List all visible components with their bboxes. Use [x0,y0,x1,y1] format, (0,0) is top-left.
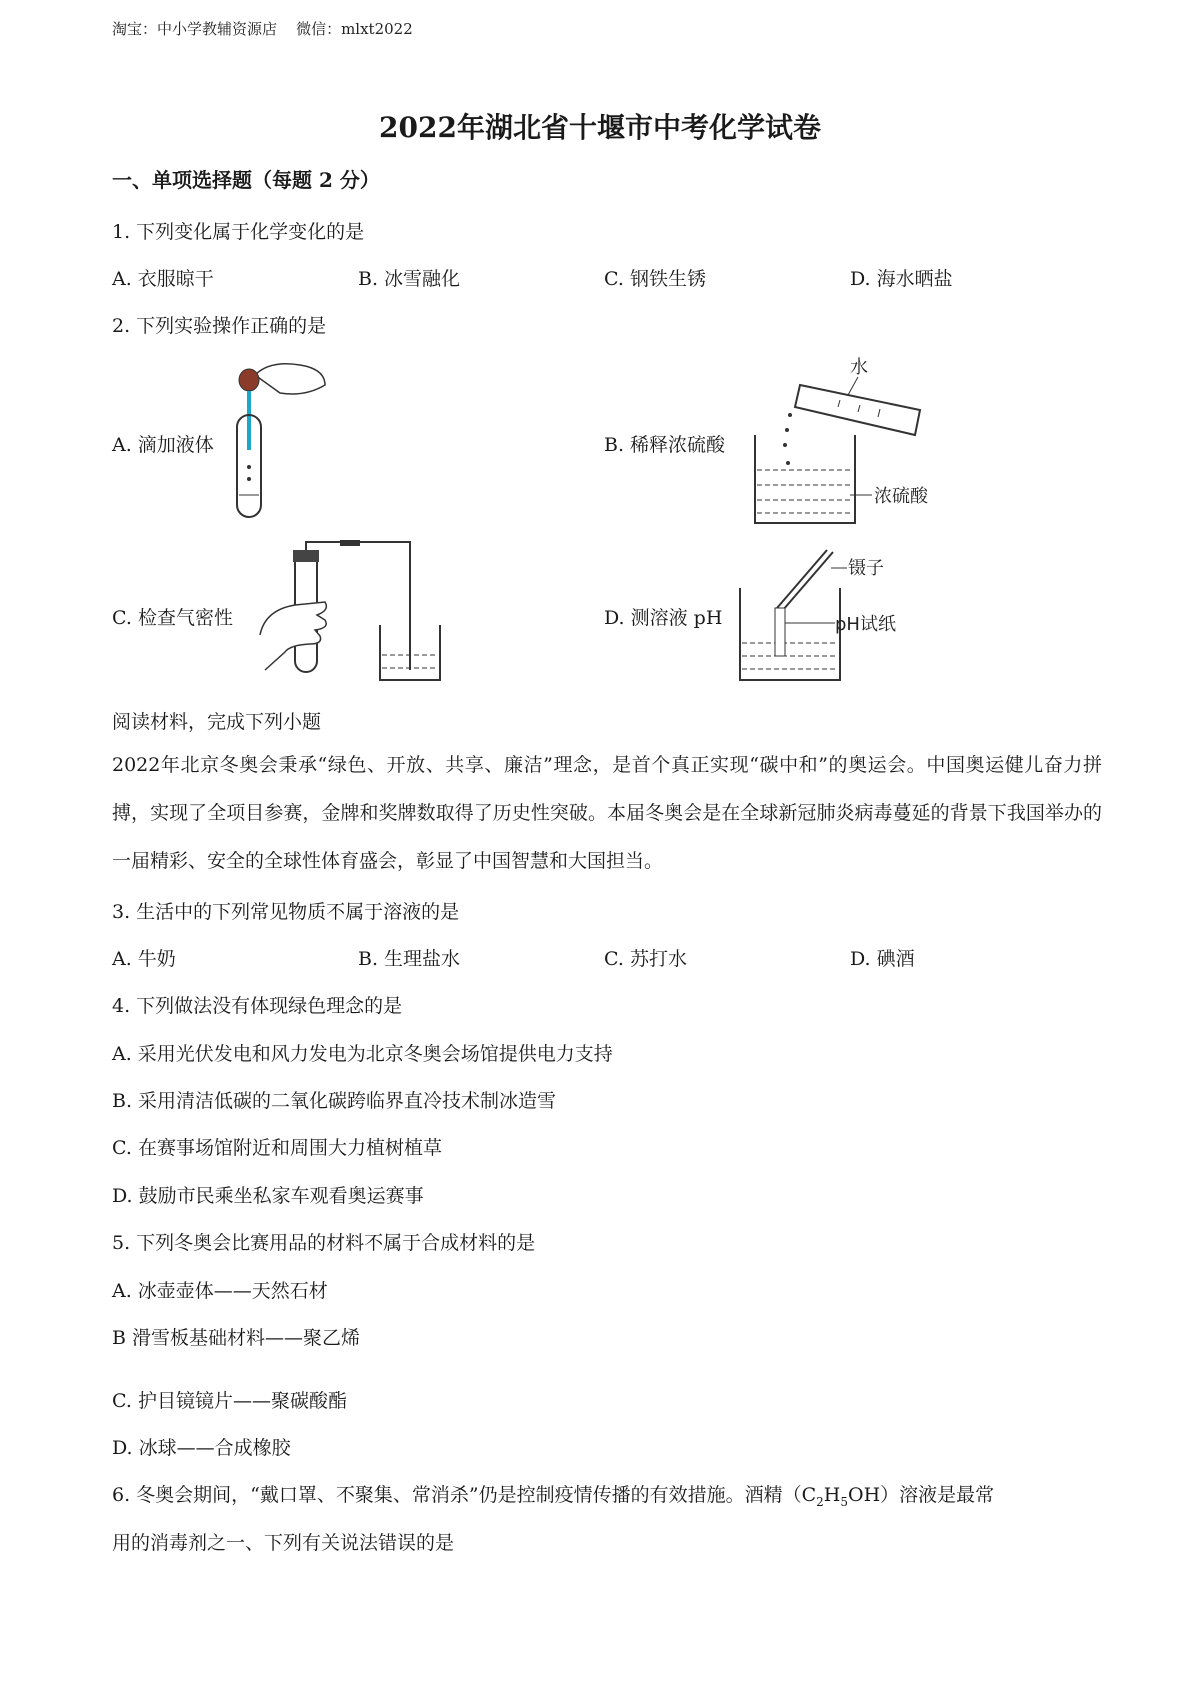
label-water: 水 [850,357,868,378]
question-1-stem: 1. 下列变化属于化学变化的是 [112,221,365,243]
q5-option-c: C. 护目镜镜片——聚碳酸酯 [112,1390,347,1412]
question-3-stem: 3. 生活中的下列常见物质不属于溶液的是 [112,901,460,923]
q6-subscript-1: 2 [816,1494,824,1509]
q3-option-c: C. 苏打水 [604,948,687,970]
q4-option-c: C. 在赛事场馆附近和周围大力植树植草 [112,1137,442,1159]
figure-measure-ph [735,548,925,688]
q2-option-a: A. 滴加液体 [112,434,214,456]
q2-option-b: B. 稀释浓硫酸 [604,434,726,456]
q5-option-d: D. 冰球——合成橡胶 [112,1437,291,1459]
figure-dropping-liquid [225,355,335,525]
rubber-bulb [239,369,259,391]
q1-option-c: C. 钢铁生锈 [604,268,706,290]
q5-option-a: A. 冰壶壶体——天然石材 [112,1280,328,1302]
q1-option-a: A. 衣服晾干 [112,268,214,290]
figure-airtightness [255,540,445,690]
page-header: 淘宝：中小学教辅资源店 微信：mlxt2022 [112,20,413,38]
q6-text-part3: OH）溶液是最常 [848,1484,995,1506]
q1-option-b: B. 冰雪融化 [358,268,461,290]
q3-option-a: A. 牛奶 [112,948,176,970]
beaker [755,435,855,523]
reading-intro: 阅读材料，完成下列小题 [112,711,322,733]
stopper [293,550,319,562]
page-title: 2022年湖北省十堰市中考化学试卷 [379,111,821,144]
label-ph-paper: pH试纸 [835,614,896,635]
q3-option-d: D. 碘酒 [850,948,915,970]
q5-option-b: B 滑雪板基础材料——聚乙烯 [112,1327,361,1349]
label-tweezers: 镊子 [848,558,884,579]
q6-text-part2: H [823,1484,841,1506]
q6-text-part1: 6. 冬奥会期间，“戴口罩、不聚集、常消杀”仍是控制疫情传播的有效措施。酒精（C [112,1484,817,1506]
question-4-stem: 4. 下列做法没有体现绿色理念的是 [112,995,403,1017]
tweezers [777,550,827,608]
q6-subscript-2: 5 [840,1494,848,1509]
q1-option-d: D. 海水晒盐 [850,268,953,290]
label-concentrated-acid: 浓硫酸 [874,486,928,507]
q4-option-d: D. 鼓励市民乘坐私家车观看奥运赛事 [112,1185,424,1207]
q4-option-b: B. 采用清洁低碳的二氧化碳跨临界直冷技术制冰造雪 [112,1090,557,1112]
figure-diluting-acid [740,345,940,525]
hand-drawing [255,364,325,394]
question-6-stem-line2: 用的消毒剂之一、下列有关说法错误的是 [112,1532,455,1554]
ph-paper [775,608,785,656]
question-6-stem-line1 [112,1480,994,1509]
measuring-cylinder [795,385,920,435]
q3-option-b: B. 生理盐水 [358,948,461,970]
section-heading: 一、单项选择题（每题 2 分） [112,168,380,192]
question-5-stem: 5. 下列冬奥会比赛用品的材料不属于合成材料的是 [112,1232,536,1254]
reading-passage: 2022年北京冬奥会秉承“绿色、开放、共享、廉洁”理念，是首个真正实现“碳中和”的奥运会。中国奥运健儿奋力拼搏，实现了全项目参赛，金牌和奖牌数取得了历史性突破。本届冬奥会是在全球新冠肺炎病毒蔓延的背景下我国举办的一届精彩、安全的全球性体育盛会，彰显了中国智慧和大国担当。 [112,754,1102,872]
q2-option-c: C. 检查气密性 [112,607,233,629]
q2-option-d: D. 测溶液 pH [604,607,723,629]
question-2-stem: 2. 下列实验操作正确的是 [112,315,327,337]
q4-option-a: A. 采用光伏发电和风力发电为北京冬奥会场馆提供电力支持 [112,1043,613,1065]
